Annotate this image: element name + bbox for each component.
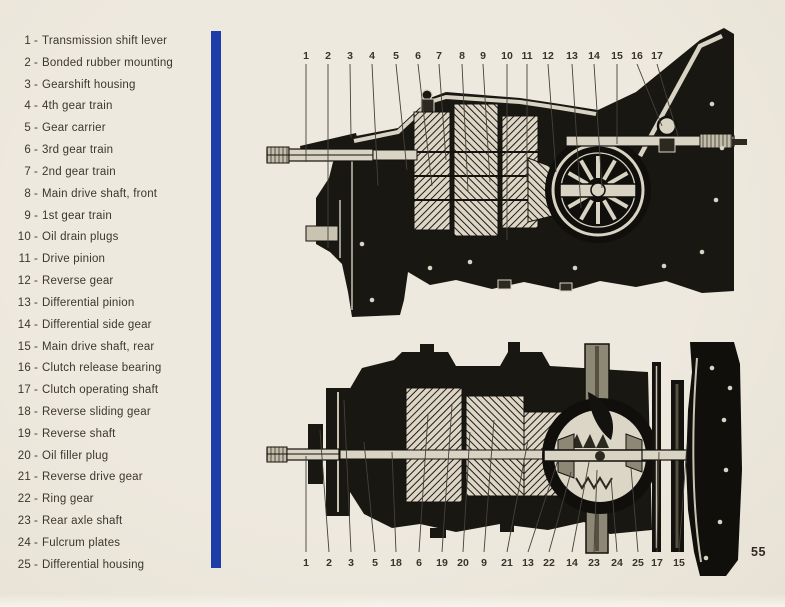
legend-item-number: 13: [17, 296, 31, 309]
page-number: 55: [751, 545, 766, 559]
legend-item-number: 21: [17, 471, 31, 484]
legend-item-label: Differential housing: [42, 558, 145, 571]
legend-item-number: 9: [24, 209, 31, 222]
legend-item-separator: -: [34, 78, 39, 91]
legend-item-separator: -: [34, 165, 39, 178]
legend-item-number: 12: [17, 275, 31, 288]
page-edge-fade: [0, 594, 785, 607]
legend-item-label: 4th gear train: [42, 100, 113, 113]
legend-item-separator: -: [34, 362, 39, 375]
legend-item-number: 16: [17, 362, 31, 375]
legend-item-number: 11: [18, 253, 31, 266]
callout-number: 18: [390, 557, 402, 569]
legend-item-number: 10: [17, 231, 31, 244]
callout-line: [350, 64, 351, 138]
legend-item-separator: -: [34, 318, 39, 331]
legend-item-label: Drive pinion: [42, 253, 106, 266]
callout-number: 17: [651, 557, 663, 569]
callout-number: 9: [480, 50, 486, 62]
legend-item-label: Clutch release bearing: [42, 362, 162, 375]
legend-item-number: 1: [24, 34, 31, 47]
legend-item-label: 2nd gear train: [42, 165, 116, 178]
legend-item-label: Gearshift housing: [42, 78, 136, 91]
legend-item-label: 1st gear train: [42, 209, 112, 222]
callout-number: 4: [369, 50, 375, 62]
legend-item-separator: -: [34, 56, 39, 69]
callout-number: 15: [673, 557, 685, 569]
legend-item-label: Rear axle shaft: [42, 515, 123, 528]
callout-number: 5: [372, 557, 378, 569]
legend-item-label: Oil drain plugs: [42, 231, 119, 244]
legend-item-number: 23: [17, 515, 31, 528]
legend-item-number: 19: [17, 427, 31, 440]
legend-item-number: 15: [17, 340, 31, 353]
legend-item-separator: -: [34, 100, 39, 113]
callout-number: 13: [522, 557, 534, 569]
legend-item-separator: -: [34, 187, 39, 200]
callout-number: 16: [631, 50, 643, 62]
legend-item-number: 6: [24, 144, 31, 157]
callout-number: 15: [611, 50, 623, 62]
legend-item-separator: -: [34, 296, 39, 309]
legend-item-separator: -: [34, 471, 39, 484]
callout-number: 20: [457, 557, 469, 569]
legend-item-separator: -: [34, 493, 39, 506]
callout-number: 3: [347, 50, 353, 62]
legend-item-label: Reverse drive gear: [42, 471, 143, 484]
callout-number: 8: [459, 50, 465, 62]
legend-item-separator: -: [34, 340, 39, 353]
legend-item-separator: -: [34, 405, 39, 418]
callout-number: 22: [543, 557, 555, 569]
callout-number: 2: [326, 557, 332, 569]
legend-item-number: 14: [17, 318, 31, 331]
callout-number: 9: [481, 557, 487, 569]
legend-item-separator: -: [34, 122, 39, 135]
callout-number: 25: [632, 557, 644, 569]
legend-item-label: Reverse sliding gear: [42, 405, 151, 418]
callout-number: 1: [303, 557, 309, 569]
callout-number: 24: [611, 557, 623, 569]
legend-item-label: Gear carrier: [42, 122, 106, 135]
legend-item-number: 18: [17, 405, 31, 418]
callout-number: 6: [416, 557, 422, 569]
callout-number: 1: [303, 50, 309, 62]
legend-item-number: 8: [24, 187, 31, 200]
legend-item-label: Fulcrum plates: [42, 536, 121, 549]
legend-item-label: Main drive shaft, rear: [42, 340, 155, 353]
legend-item-separator: -: [34, 558, 39, 571]
legend-item-number: 3: [24, 78, 31, 91]
callout-number: 19: [436, 557, 448, 569]
bottom-cross-section-diagram: [267, 342, 742, 576]
callout-number: 23: [588, 557, 600, 569]
callout-number: 12: [542, 50, 554, 62]
legend-item-label: Transmission shift lever: [42, 34, 168, 47]
legend-item-number: 25: [17, 558, 31, 571]
legend-item-number: 24: [17, 536, 31, 549]
callout-number: 21: [501, 557, 513, 569]
callout-number: 3: [348, 557, 354, 569]
legend-item-label: Bonded rubber mounting: [42, 56, 174, 69]
legend-item-separator: -: [34, 253, 39, 266]
legend-item-number: 2: [24, 56, 31, 69]
callout-number: 6: [415, 50, 421, 62]
legend-item-label: Oil filler plug: [42, 449, 109, 462]
legend-item-number: 20: [17, 449, 31, 462]
legend-item-number: 5: [24, 122, 31, 135]
legend-item-number: 7: [24, 165, 31, 178]
legend-item-separator: -: [34, 144, 39, 157]
legend-item-separator: -: [34, 449, 39, 462]
legend-item-separator: -: [34, 34, 39, 47]
callout-number: 5: [393, 50, 399, 62]
legend-item-number: 4: [24, 100, 31, 113]
callout-number: 7: [436, 50, 442, 62]
legend-item-separator: -: [34, 536, 39, 549]
legend-item-number: 17: [17, 384, 31, 397]
legend-item-label: Differential pinion: [42, 296, 135, 309]
legend-item-label: Ring gear: [42, 493, 94, 506]
legend-item-separator: -: [34, 209, 39, 222]
legend-item-label: 3rd gear train: [42, 144, 114, 157]
callout-number: 13: [566, 50, 578, 62]
legend-item-separator: -: [34, 231, 39, 244]
callout-number: 10: [501, 50, 513, 62]
legend-item-separator: -: [34, 384, 39, 397]
legend-item-separator: -: [34, 515, 39, 528]
legend-item-label: Reverse gear: [42, 275, 114, 288]
callout-number: 17: [651, 50, 663, 62]
legend-item-separator: -: [34, 427, 39, 440]
legend-item-number: 22: [17, 493, 31, 506]
callout-number: 2: [325, 50, 331, 62]
legend-item-label: Main drive shaft, front: [42, 187, 158, 200]
callout-number: 14: [588, 50, 600, 62]
legend-item-separator: -: [34, 275, 39, 288]
callout-number: 14: [566, 557, 578, 569]
legend-item-label: Differential side gear: [42, 318, 152, 331]
legend-item-label: Reverse shaft: [42, 427, 116, 440]
legend-item-label: Clutch operating shaft: [42, 384, 159, 397]
callout-number: 11: [521, 50, 533, 62]
